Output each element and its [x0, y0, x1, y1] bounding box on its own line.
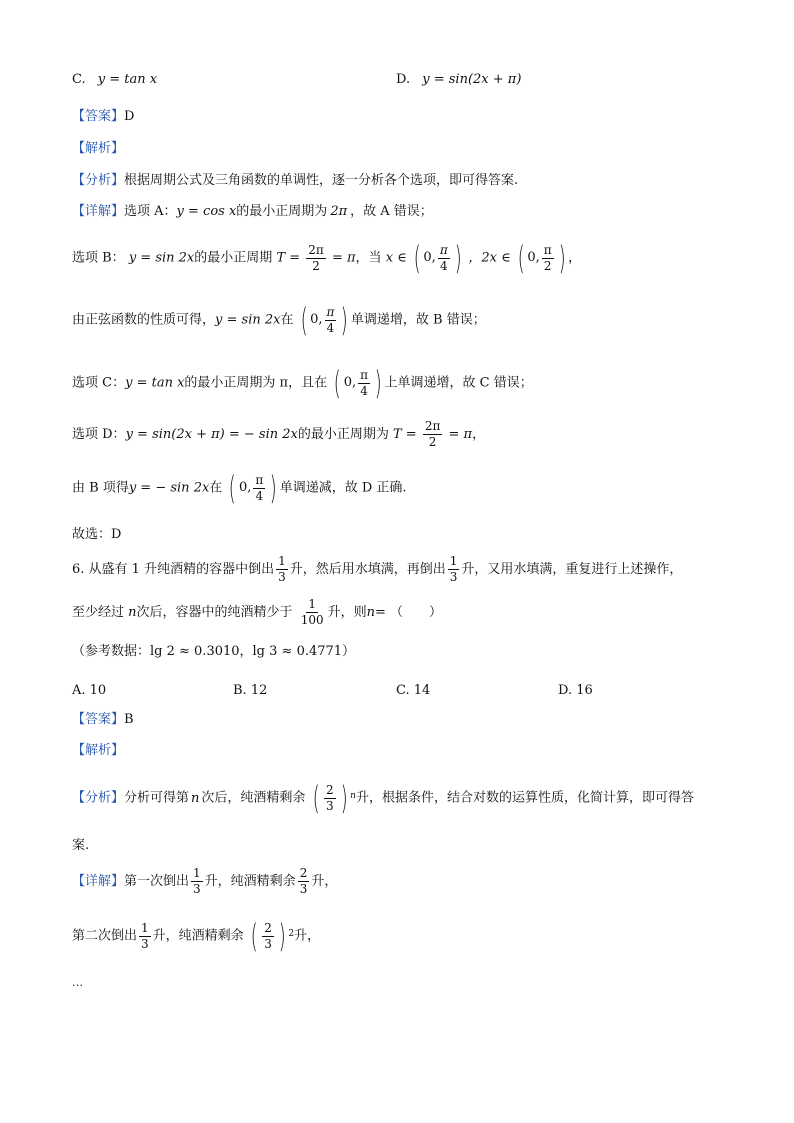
option-formula: y = tan x	[97, 72, 158, 87]
stem-text: 升，然后用水填满，再倒出	[289, 562, 446, 577]
detail-prefix: 选项 B：	[72, 250, 125, 266]
option-d	[396, 72, 521, 88]
fraction-den: 3	[141, 936, 149, 951]
paren-right: )	[374, 364, 382, 402]
fraction-den: 4	[326, 320, 335, 335]
fraction	[262, 921, 274, 952]
paren-right: )	[278, 917, 286, 955]
choice-line: 故选：D	[72, 527, 122, 542]
power-expr	[248, 916, 294, 956]
fraction-den: 4	[360, 383, 368, 398]
stem-text: 次后，容器中的纯酒精少于	[136, 605, 293, 620]
fraction	[325, 305, 337, 336]
fraction-num: 2	[299, 866, 308, 880]
interval	[411, 238, 464, 278]
formula: = π	[331, 250, 356, 266]
q6-fenxi-line	[72, 778, 694, 819]
formula: T =	[393, 427, 417, 442]
fraction-num: 2π	[308, 242, 324, 257]
fraction	[253, 473, 265, 504]
paren-left: (	[413, 239, 421, 277]
interval	[515, 238, 568, 278]
interval	[298, 300, 351, 340]
formula: x ∈	[385, 250, 407, 266]
detail-d2-line	[72, 468, 407, 509]
option-label: C.	[72, 72, 86, 87]
fraction-num: 1	[278, 554, 286, 568]
fraction-den: 2	[428, 435, 437, 449]
formula: y = cos x	[176, 204, 237, 219]
detail-prefix: 选项 A：	[124, 204, 177, 219]
step-text: 升，纯酒精剩余	[152, 928, 244, 944]
xiangjie-tag: 【详解】	[72, 874, 125, 889]
detail-text: 在	[280, 312, 294, 328]
paren-left: (	[517, 239, 525, 277]
interval-start: 0,	[343, 375, 357, 390]
formula: y = sin(2x + π) = − sin 2x	[125, 427, 298, 442]
paren-right: )	[340, 779, 348, 817]
fraction	[299, 597, 326, 628]
fraction	[423, 419, 443, 450]
formula: n	[128, 605, 137, 620]
q6-answer-line	[72, 712, 134, 728]
q6-option-d: D. 16	[558, 683, 593, 698]
q6-stem-line2	[72, 593, 442, 633]
fraction-num: 1	[308, 597, 316, 611]
formula: n	[366, 605, 375, 620]
fraction	[448, 554, 460, 585]
step-text: 升，纯酒精剩余	[204, 874, 296, 889]
fraction-num: 1	[141, 920, 149, 935]
fraction-den: 3	[326, 798, 334, 813]
fraction	[358, 368, 370, 399]
exponent: n	[350, 791, 356, 801]
paren-left: (	[229, 469, 237, 507]
detail-text: ，故 A 错误；	[350, 204, 433, 219]
fraction	[306, 243, 326, 274]
fraction-num: π	[360, 367, 369, 382]
analysis-tag: 【解析】	[72, 141, 125, 156]
option-label: D.	[396, 72, 411, 87]
q6-step2-line	[72, 916, 320, 957]
fraction-den: 4	[255, 488, 264, 503]
formula: n	[191, 790, 200, 806]
interval-start: 0,	[527, 250, 540, 265]
detail-a-line	[72, 204, 433, 220]
q6-step1-line	[72, 862, 337, 902]
fraction-den: 3	[449, 570, 458, 584]
xiangjie-tag: 【详解】	[72, 204, 125, 219]
fraction-num: 1	[449, 554, 458, 568]
option-c	[72, 72, 157, 88]
q6-option-a: A. 10	[72, 683, 107, 698]
interval-start: 0,	[310, 312, 323, 327]
interval	[331, 363, 384, 403]
detail-prefix: 选项 D：	[72, 427, 126, 442]
detail-text: 的最小正周期为	[297, 427, 389, 442]
paren-right: )	[341, 301, 349, 339]
fraction-num: π	[326, 304, 335, 319]
fraction-den: 3	[264, 936, 272, 951]
formula: y = sin 2x	[215, 312, 281, 328]
detail-text: 的最小正周期	[194, 250, 273, 266]
fraction-num: 2π	[424, 419, 441, 433]
stem-text: 从盛有 1 升纯酒精的容器中倒出	[88, 562, 275, 577]
fraction-den: 3	[193, 882, 201, 896]
q6-option-b: B. 12	[233, 683, 268, 698]
fraction-num: 2	[326, 782, 334, 797]
detail-prefix: 由 B 项得	[72, 480, 129, 496]
formula: y = − sin 2x	[128, 480, 210, 496]
formula: T =	[276, 250, 301, 266]
detail-c-line	[72, 363, 533, 404]
stem-text: = （ ）	[374, 605, 443, 620]
paren-left: (	[250, 917, 258, 955]
paren-right: )	[270, 469, 277, 507]
formula: 2π	[330, 204, 348, 219]
fraction-den: 3	[299, 882, 308, 896]
power-expr	[310, 778, 356, 818]
fraction	[139, 921, 151, 952]
paren-right: )	[454, 239, 462, 277]
fenxi-text: 根据周期公式及三角函数的单调性，逐一分析各个选项，即可得答案.	[124, 173, 519, 188]
fraction-num: 1	[193, 866, 201, 880]
interval-start: 0,	[423, 250, 436, 265]
fraction	[276, 554, 288, 585]
answer-tag: 【答案】	[72, 712, 125, 727]
ellipsis: …	[72, 976, 83, 989]
fraction	[191, 866, 203, 897]
detail-text: 的最小正周期为 π，且在	[184, 375, 328, 391]
fenxi-line	[72, 173, 518, 189]
q6-reference: （参考数据：lg 2 ≈ 0.3010，lg 3 ≈ 0.4771）	[72, 644, 356, 659]
detail-b2-line	[72, 300, 486, 341]
fraction	[542, 243, 554, 274]
answer-value: B	[124, 712, 134, 727]
stem-text: 至少经过	[72, 605, 125, 620]
fraction-num: 2	[264, 920, 272, 935]
paren-right: )	[558, 239, 566, 277]
stem-text: 升，则	[327, 605, 367, 620]
detail-text: ，当	[355, 250, 382, 266]
fraction-den: 3	[278, 570, 286, 584]
fraction	[324, 783, 336, 814]
fraction-den: 2	[543, 258, 552, 273]
fenxi-text: 分析可得第	[124, 790, 190, 806]
detail-prefix: 选项 C：	[72, 375, 126, 391]
fraction-num: π	[439, 242, 448, 257]
detail-text: 由正弦函数的性质可得，	[72, 312, 216, 328]
option-formula: y = sin(2x + π)	[422, 72, 522, 87]
fenxi-text: 升，根据条件，结合对数的运算性质，化简计算，即可得答	[355, 790, 694, 806]
step-text: 第二次倒出	[72, 928, 138, 944]
question-number: 6.	[72, 562, 85, 577]
q6-fenxi-cont: 案.	[72, 838, 90, 853]
fraction-den: 100	[300, 613, 324, 627]
interval	[226, 468, 279, 508]
fraction-den: 2	[312, 258, 320, 273]
answer-value: D	[124, 109, 135, 124]
formula: = π	[448, 427, 473, 442]
fraction-num: π	[543, 242, 552, 257]
formula: ，2x ∈	[468, 250, 511, 266]
paren-left: (	[312, 779, 320, 817]
step-text: 升，	[294, 928, 321, 944]
answer-tag: 【答案】	[72, 109, 125, 124]
detail-text: ，	[472, 427, 486, 442]
step-text: 第一次倒出	[124, 874, 190, 889]
interval-start: 0,	[238, 480, 252, 495]
detail-text: 上单调递增，故 C 错误；	[384, 375, 533, 391]
q6-option-c: C. 14	[396, 683, 431, 698]
detail-text: 在	[209, 480, 223, 496]
fraction	[438, 243, 450, 274]
fenxi-tag: 【分析】	[72, 173, 125, 188]
q6-analysis-tag: 【解析】	[72, 743, 125, 758]
fraction-num: π	[255, 472, 264, 487]
fenxi-text: 次后，纯酒精剩余	[201, 790, 306, 806]
detail-text: 单调递减，故 D 正确.	[279, 480, 407, 496]
paren-left: (	[300, 301, 308, 339]
fraction	[298, 866, 310, 897]
stem-text: 升，又用水填满，重复进行上述操作，	[461, 562, 683, 577]
paren-left: (	[334, 364, 341, 402]
step-text: 升，	[311, 874, 338, 889]
detail-text: 单调递增，故 B 错误；	[350, 312, 486, 328]
q6-stem-line1	[72, 550, 682, 590]
fraction-den: 4	[439, 258, 448, 273]
exponent: 2	[288, 929, 295, 939]
formula: y = tan x	[125, 375, 185, 391]
detail-text: 的最小正周期为	[236, 204, 328, 219]
detail-d-line	[72, 415, 485, 455]
formula: y = sin 2x	[128, 250, 195, 266]
detail-text: ，	[568, 250, 582, 266]
fenxi-tag: 【分析】	[72, 790, 125, 806]
detail-b-line	[72, 238, 581, 279]
answer-line	[72, 109, 134, 125]
